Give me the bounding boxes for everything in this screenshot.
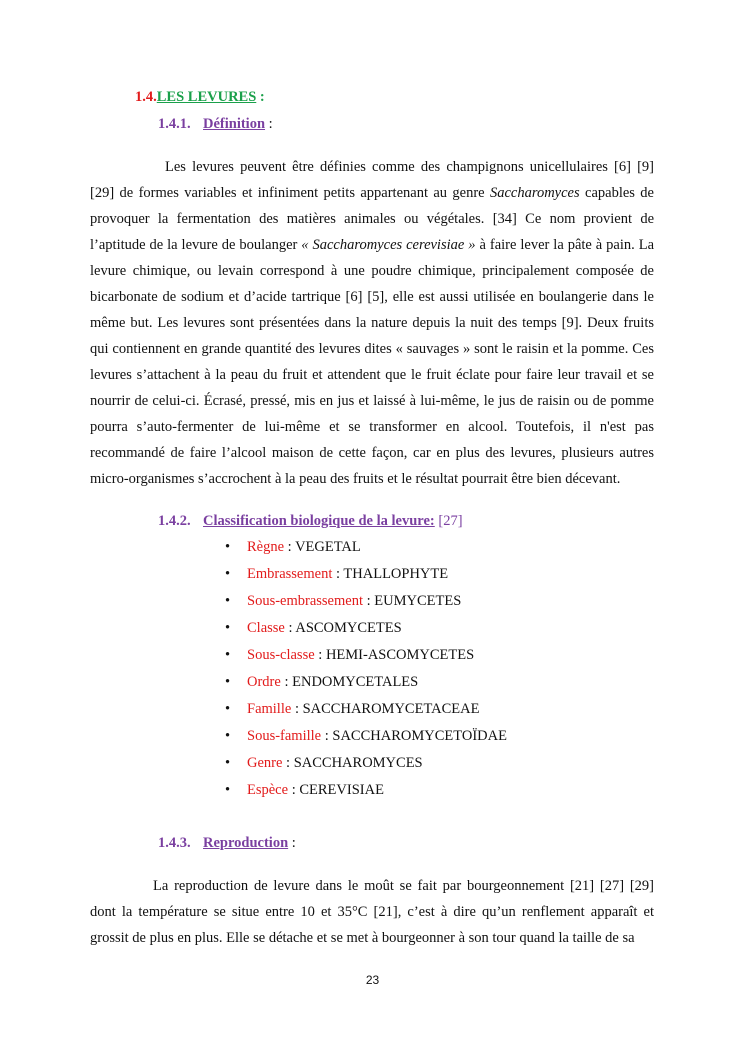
bullet-icon: • — [225, 755, 231, 771]
bullet-icon: • — [225, 728, 231, 744]
classification-item — [225, 645, 507, 672]
definition-colon: : — [265, 116, 273, 132]
classification-value: SACCHAROMYCETACEAE — [302, 701, 480, 717]
classification-item — [225, 726, 507, 753]
bullet-icon: • — [225, 593, 231, 609]
section-number: 1.4. — [135, 89, 157, 105]
classification-separator: : — [332, 566, 344, 582]
bullet-icon: • — [225, 647, 231, 663]
definition-heading — [158, 116, 273, 133]
classification-value: ENDOMYCETALES — [292, 674, 419, 690]
classification-separator: : — [314, 647, 326, 663]
bullet-icon: • — [225, 674, 231, 690]
definition-paragraph: Les levures peuvent être définies comme des champignons unicellulaires [6] [9] [29] de formes variables et infiniment petits appartenant au genre Saccharomyces capables de provoquer la fermentation des matières animales ou végétales. [34] Ce nom provient de l’aptitude de la levure de boulanger « Saccharomyces cerevisiae » à faire lever la pâte à pain. La levure chimique, ou levain correspond à une poudre chimique, principalement composée de bicarbonate de sodium et d’acide tartrique [6] [5], elle est aussi utilisée en boulangerie dans le même but. Les levures sont présentées dans la nature depuis la nuit des temps [9]. Deux fruits qui contiennent en grande quantité des levures dites « sauvages » sont le raisin et la pomme. Ces levures s’attachent à la peau du fruit et attendent que le fruit éclate pour faire leur travail et se nourrir de celui-ci. Écrasé, pressé, mis en jus et laissé à lui-même, le jus de raisin ou de pomme pourra s’auto-fermenter de lui-même et se transformer en alcool. Toutefois, il n'est pas recommandé de faire l’alcool maison de cette façon, car en plus des levures, plusieurs autres micro-organismes s’accrochent à la peau des fruits et le résultat pourrait être bien décevant. — [90, 159, 655, 487]
classification-key: Règne — [247, 539, 285, 555]
classification-item — [225, 618, 507, 645]
classification-title: Classification biologique de la levure: — [203, 513, 435, 529]
classification-key: Classe — [247, 620, 285, 636]
classification-key: Espèce — [247, 782, 289, 798]
classification-key: Sous-classe — [247, 647, 315, 663]
classification-key: Genre — [247, 755, 283, 771]
classification-separator: : — [284, 620, 296, 636]
classification-value: VEGETAL — [295, 539, 361, 555]
classification-item — [225, 537, 507, 564]
classification-value: THALLOPHYTE — [343, 566, 449, 582]
classification-heading — [158, 513, 463, 530]
classification-separator: : — [291, 701, 303, 717]
classification-separator: : — [282, 755, 294, 771]
definition-number: 1.4.1. — [158, 116, 191, 132]
classification-item — [225, 564, 507, 591]
classification-item — [225, 753, 507, 780]
classification-separator: : — [362, 593, 375, 609]
classification-separator: : — [280, 674, 293, 690]
bullet-icon: • — [225, 782, 231, 798]
bullet-icon: • — [225, 620, 231, 636]
classification-separator: : — [288, 782, 300, 798]
page-number: 23 — [365, 973, 380, 987]
classification-value: HEMI-ASCOMYCETES — [325, 647, 475, 663]
classification-key: Sous-famille — [247, 728, 322, 744]
bullet-icon: • — [225, 566, 231, 582]
classification-value: CEREVISIAE — [299, 782, 384, 798]
classification-ref: [27] — [434, 513, 463, 529]
classification-item — [225, 591, 507, 618]
definition-title: Définition — [203, 116, 266, 132]
classification-separator: : — [321, 728, 333, 744]
classification-number: 1.4.2. — [158, 513, 191, 529]
reproduction-colon: : — [288, 835, 296, 851]
section-colon: : — [256, 89, 265, 105]
bullet-icon: • — [225, 539, 231, 555]
classification-value: SACCHAROMYCETOÏDAE — [332, 728, 507, 744]
reproduction-heading — [158, 835, 296, 852]
classification-key: Sous-embrassement — [247, 593, 363, 609]
classification-list — [225, 537, 507, 807]
classification-key: Ordre — [247, 674, 281, 690]
classification-key: Famille — [247, 701, 292, 717]
classification-value: EUMYCETES — [374, 593, 462, 609]
section-title: LES LEVURES — [156, 89, 257, 105]
section-heading — [135, 89, 265, 106]
classification-item — [225, 672, 507, 699]
classification-item — [225, 699, 507, 726]
reproduction-paragraph: La reproduction de levure dans le moût se fait par bourgeonnement [21] [27] [29] dont la température se situe entre 10 et 35°C [21], c’est à dire qu’un renflement apparaît et grossit de plus en plus. Elle se détache et se met à bourgeonner à son tour quand la taille de sa — [90, 878, 654, 946]
classification-key: Embrassement — [247, 566, 333, 582]
classification-separator: : — [284, 539, 296, 555]
classification-value: SACCHAROMYCES — [293, 755, 423, 771]
reproduction-title: Reproduction — [203, 835, 289, 851]
classification-value: ASCOMYCETES — [295, 620, 402, 636]
bullet-icon: • — [225, 701, 231, 717]
reproduction-number: 1.4.3. — [158, 835, 191, 851]
classification-item — [225, 780, 507, 807]
